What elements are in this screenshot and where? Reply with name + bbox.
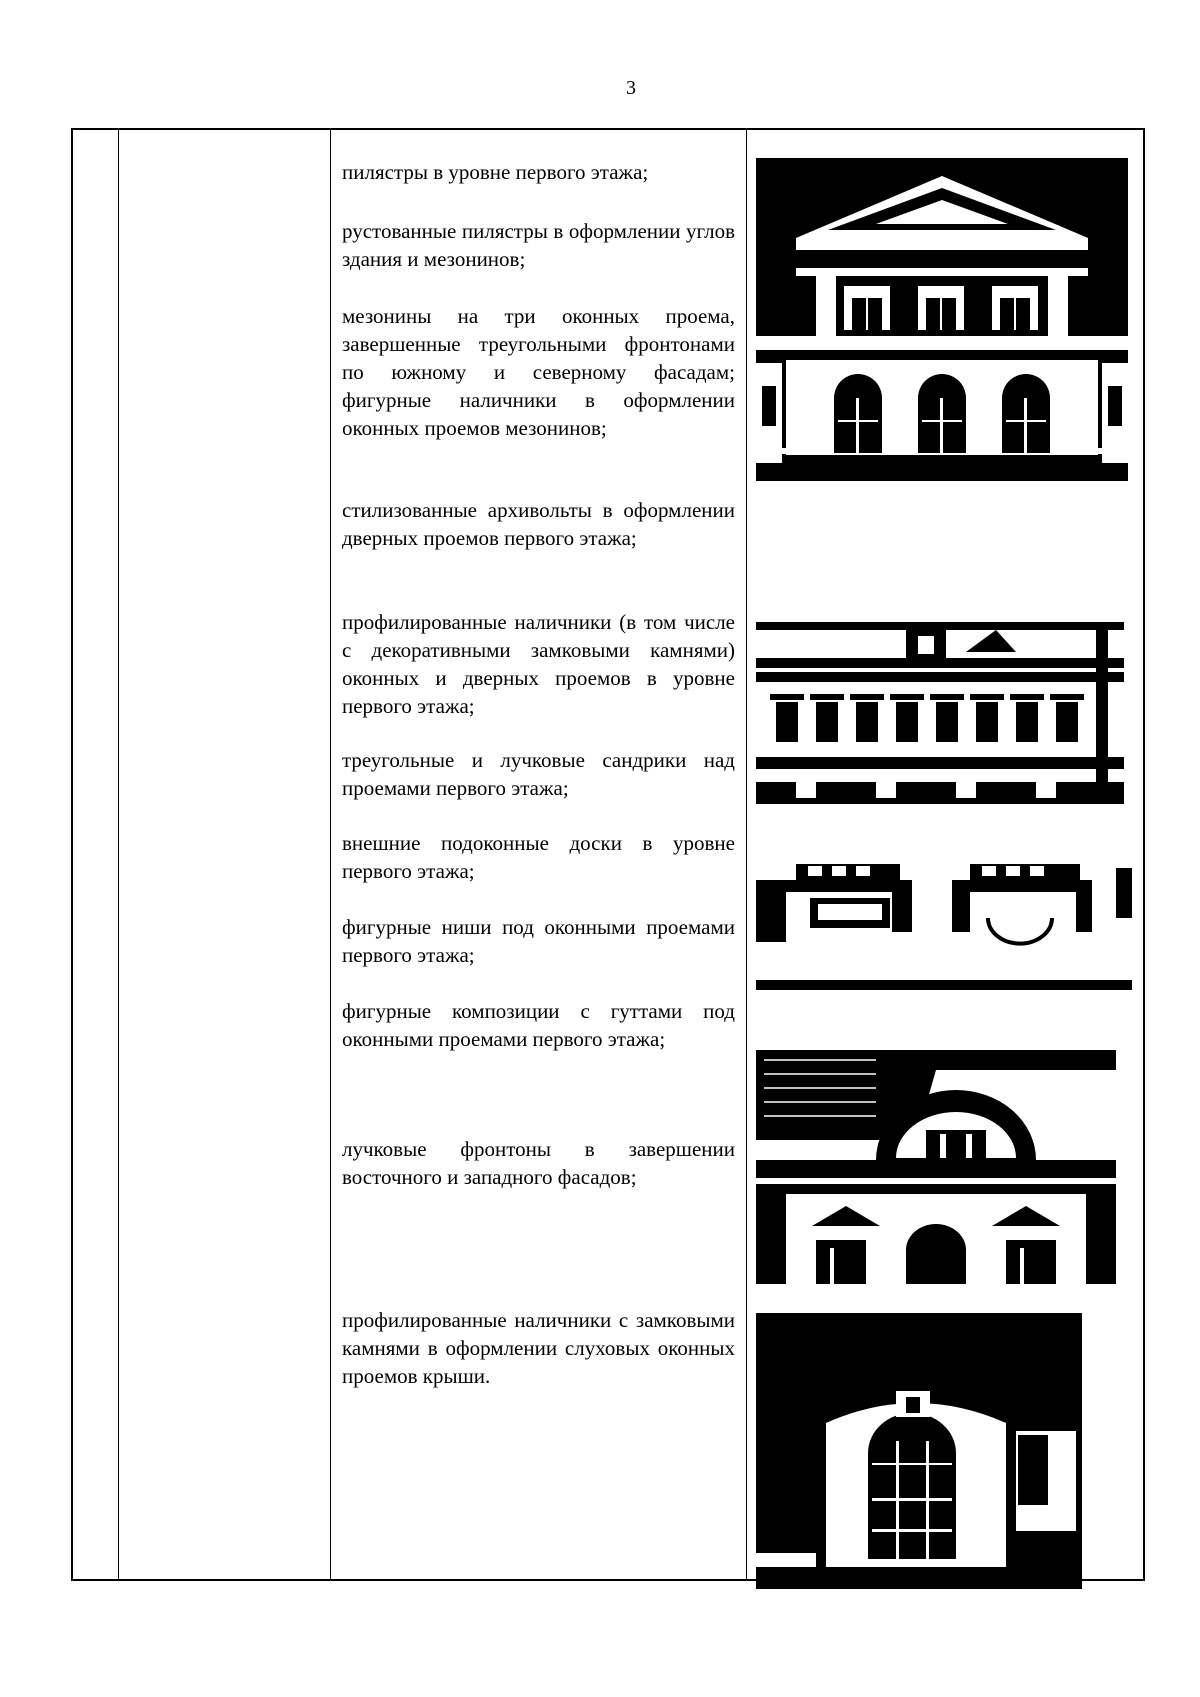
- feature-item-rusticated-pilasters: рустованные пилястры в оформлении углов здания и мезонинов;: [342, 219, 735, 271]
- feature-item-archivolts: стилизованные архивольты в оформлении дверных проемов первого этажа;: [342, 498, 735, 550]
- feature-item-pilasters: пилястры в уровне первого этажа;: [342, 160, 649, 184]
- building-photo-icon: [756, 858, 1132, 990]
- feature-item-niches: фигурные ниши под оконными проемами первого этажа;: [342, 915, 735, 967]
- feature-item-mezzanines: мезонины на три оконных проема, завершенные треугольными фронтонами по южному и северному фасадам; фигурные наличники в оформлении оконных проемов мезонинов;: [342, 304, 735, 440]
- feature-item-profiled-casings: профилированные наличники (в том числе с декоративными замковыми камнями) оконных и дверных проемов в уровне первого этажа;: [342, 610, 735, 718]
- feature-item-dormer-casings: профилированные наличники с замковыми камнями в оформлении слуховых оконных проемов крыши.: [342, 1308, 735, 1388]
- photo-first-floor-windows: [756, 622, 1124, 804]
- building-photo-icon: [756, 622, 1124, 804]
- photo-dormer-window: [756, 1313, 1082, 1589]
- column-divider-3: [746, 130, 747, 1579]
- column-divider-2: [330, 130, 331, 1579]
- feature-item-window-sills: внешние подоконные доски в уровне первого этажа;: [342, 831, 735, 883]
- building-photo-icon: [756, 1050, 1116, 1284]
- feature-item-arched-pediments: лучковые фронтоны в завершении восточного и западного фасадов;: [342, 1137, 735, 1189]
- building-photo-icon: [756, 158, 1128, 481]
- feature-item-guttae: фигурные композиции с гуттами под оконными проемами первого этажа;: [342, 999, 735, 1051]
- column-divider-1: [118, 130, 119, 1579]
- feature-item-sandriks: треугольные и лучковые сандрики над проемами первого этажа;: [342, 748, 735, 800]
- building-photo-icon: [756, 1313, 1082, 1589]
- page-number: 3: [626, 77, 636, 99]
- photo-mezzanine-facade: [756, 158, 1128, 481]
- photo-window-sill-details: [756, 858, 1132, 990]
- photo-arched-pediment: [756, 1050, 1116, 1284]
